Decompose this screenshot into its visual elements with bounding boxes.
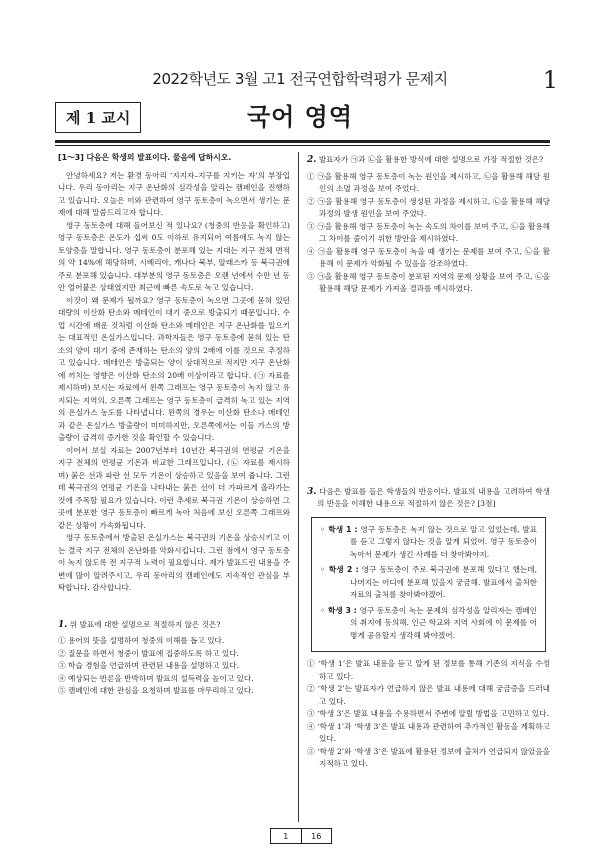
student-reaction [320,524,537,562]
footer-page: 1 [283,831,289,841]
student-reaction [320,564,537,602]
question-number: 1. [58,619,68,630]
student-label: ◦ 학생 3 : [320,605,357,615]
header-rule-thick [55,140,550,143]
left-column [58,152,290,698]
subject-title: 국어 영역 [246,103,354,131]
option[interactable]: ① ㉠을 활용해 영구 동토층이 녹는 원인을 제시하고, ㉡을 활용해 해당 원인의 소멸 과정을 보여 주었다. [307,171,550,193]
passage-paragraph: 영구 동토층에서 방출된 온실가스는 북극권의 기온을 상승시키고 이는 결국 지구 전체의 온난화를 악화시킵니다. 그런 점에서 영구 동토층이 녹지 않도록 전 지구적 노력이 필요합니다. 제가 발표드린 내용을 주변에 많이 알려주시고, 우리 동아리의 캠페인에도 지속적인 관심을 부탁합니다. 감사합니다. [58,533,290,592]
option[interactable]: ① 용어의 뜻을 설명하여 청중의 이해를 돕고 있다. [58,636,225,645]
period-box: 제 1 교시 [55,102,141,133]
student-reaction-text: 영구 동토층이 주로 북극권에 분포해 있다고 했는데, 나머지는 어디에 분포해 있을지 궁금해. 발표에서 출처한 자료의 출처를 찾아봐야겠어. [350,565,538,599]
option[interactable]: ③ ㉠을 활용해 영구 동토층이 녹는 속도의 차이를 보여 주고, ㉡을 활용해 그 차이를 줄이기 위한 방안을 제시하였다. [307,221,550,243]
question-3-options [307,658,550,771]
option[interactable]: ② ‘학생 2’는 발표자가 언급하지 않은 발표 내용에 대해 궁금증을 드러내고 있다. [307,684,550,706]
page-footer [270,828,332,844]
question-number: 3. [307,486,317,497]
question-number: 2. [307,155,317,165]
option[interactable]: ⑤ ㉠을 활용해 영구 동토층이 분포된 지역의 문제 상황을 보여 주고, ㉡을 활용해 해당 문제가 가져올 결과를 예시하였다. [307,271,550,293]
footer-total: 16 [311,831,322,841]
student-reaction-text: 영구 동토층이 녹는 문제의 심각성을 알리자는 캠페인의 취지에 동의해. 인근 학교와 지역 사회에 이 문제를 어떻게 공유할지 생각해 봐야겠어. [350,605,537,640]
student-label: ◦ 학생 2 : [320,565,359,574]
page-number: 1 [542,66,558,94]
option[interactable]: ⑤ 캠페인에 대한 관심을 요청하며 발표를 마무리하고 있다. [58,686,254,695]
option[interactable]: ② 질문을 하면서 청중이 발표에 집중하도록 하고 있다. [58,648,239,658]
question-3-stem [307,486,550,511]
question-2-options [307,171,550,296]
question-text: 위 발표에 대한 설명으로 적절하지 않은 것은? [69,619,221,629]
question-2-stem [307,154,550,167]
column-divider [298,152,299,822]
question-1-options [58,635,290,698]
option[interactable]: ② ㉠을 활용해 영구 동토층이 생성된 과정을 제시하고, ㉡을 활용해 해당 과정의 발생 원인을 보여 주었다. [307,196,550,218]
student-reactions-box [311,517,546,653]
question-1-stem [58,619,290,632]
question-text: 발표자가 ㉠과 ㉡을 활용한 방식에 대한 설명으로 가장 적절한 것은? [318,155,544,164]
option[interactable]: ④ ㉠을 활용해 영구 동토층이 녹을 때 생기는 문제를 보여 주고, ㉡을 활용해 이 문제가 악화될 수 있음을 강조하였다. [307,246,550,268]
question-1 [58,619,290,698]
option[interactable]: ① ‘학생 1’은 발표 내용을 듣고 알게 된 정보를 통해 기존의 지식을 수정하고 있다. [307,659,550,681]
student-reaction-text: 영구 동토층은 녹지 않는 것으로 알고 있었는데, 발표를 듣고 그렇지 않다는 것을 알게 되었어. 영구 동토층이 녹아서 문제가 생긴 사례를 더 찾아봐야지. [350,524,537,559]
passage-paragraph: 안녕하세요? 저는 환경 동아리 ‘지지자–지구를 지키는 자’의 부장입니다. 우리 동아리는 지구 온난화의 심각성을 알리는 캠페인을 진행하고 있습니다. 오늘은 이와 관련하여 영구 동토층이 녹으면서 생기는 문제에 대해 말씀드리고자 합니다. [58,170,290,217]
option[interactable]: ④ 예상되는 반론을 반박하며 발표의 설득력을 높이고 있다. [58,673,254,683]
student-label: ◦ 학생 1 : [320,524,358,534]
option[interactable]: ③ ‘학생 3’은 발표 내용을 수용하면서 주변에 알릴 방법을 고민하고 있다. [307,709,549,718]
passage-paragraph: 이것이 왜 문제가 될까요? 영구 동토층이 녹으면 그곳에 묻혀 있던 대량의 이산화 탄소와 메테인이 대기 중으로 방출되기 때문입니다. 수업 시간에 배운 것처럼 이산화 탄소와 메테인은 지구 온난화를 일으키는 대표적인 온실가스입니다. 과학자들은 영구 동토층에 묻혀 있는 탄소의 양이 대기 중에 존재하는 탄소의 양의 2배에 이를 것으로 추정하고 있습니다. 메테인은 방출되는 양이 상대적으로 적지만 지구 온난화에 끼치는 영향은 이산화 탄소의 20배 이상이라고 합니다. (㉠ 자료를 제시하며) 보시는 자료에서 왼쪽 그래프는 영구 동토층이 녹지 않고 유지되는 지역의, 오른쪽 그래프는 영구 동토층이 급격히 녹고 있는 지역의 온실가스 농도를 나타냅니다. 왼쪽의 경우는 이산화 탄소나 메테인과 같은 온실가스 방출량이 미미하지만, 오른쪽에서는 이들 가스의 방출량이 급격히 증가한 것을 확인할 수 있습니다. [58,295,290,442]
question-text: 다음은 발표를 들은 학생들의 반응이다. 발표의 내용을 고려하여 학생의 반응을 이해한 내용으로 적절하지 않은 것은? [3점] [317,486,550,508]
instruction: [1～3] 다음은 학생의 발표이다. 물음에 답하시오. [58,153,232,162]
passage-paragraph: 이어서 보실 자료는 2007년부터 10년간 북극권의 연평균 기온을 지구 전체의 연평균 기온과 비교한 그래프입니다. (㉡ 자료를 제시하며) 붉은 선과 파란 선 모두 기온이 상승하고 있음을 보여 줍니다. 그런데 북극권의 연평균 기온을 나타내는 붉은 선이 더 가파르게 올라가는 것에 주목할 필요가 있습니다. 이런 추세로 북극권 기온이 상승하면 그곳에 분포한 영구 동토층이 빠르게 녹아 처음에 보신 오른쪽 그래프와 같은 상황이 가속화됩니다. [58,445,290,530]
option[interactable]: ④ ‘학생 1’과 ‘학생 3’은 발표 내용과 관련하여 추가적인 활동을 계획하고 있다. [307,721,550,743]
passage [58,170,290,595]
option[interactable]: ③ 학습 경험을 언급하며 관련된 내용을 설명하고 있다. [58,661,239,670]
header-rule-thin [55,145,550,146]
exam-title: 2022학년도 3월 고1 전국연합학력평가 문제지 [152,70,448,88]
question-3 [307,486,550,771]
passage-paragraph: 영구 동토층에 대해 들어보신 적 있나요? (청중의 반응을 확인하고) 영구 동토층은 온도가 섭씨 0도 이하로 유지되어 여름에도 녹지 않는 토양층을 말합니다. 영구 동토층이 분포해 있는 지대는 지구 전체 면적의 약 14%에 해당하며, 시베리아, 캐나다 북부, 알래스카 등 북극권에 주로 분포해 있습니다. 대부분의 영구 동토층은 오랜 년에서 수만 년 동안 얼어붙은 상태였지만 최근에 빠른 속도로 녹고 있습니다. [58,220,290,292]
student-reaction [320,605,537,643]
right-column [307,152,550,771]
option[interactable]: ⑤ ‘학생 2’와 ‘학생 3’은 발표에 활용된 정보에 출처가 언급되지 않았음을 지적하고 있다. [307,746,550,768]
question-2 [307,154,550,296]
